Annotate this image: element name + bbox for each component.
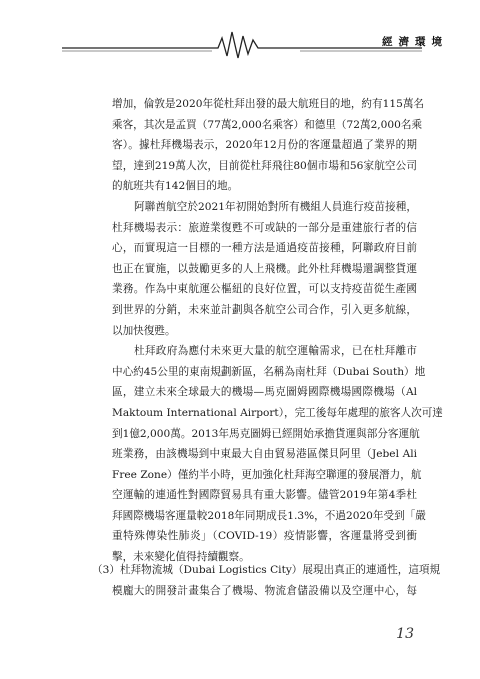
- text-line: 增加，倫敦是2020年從杜拜出發的最大航班目的地，約有115萬名: [112, 98, 425, 110]
- paragraph-2: [112, 197, 417, 341]
- text-line: 拜國際機場客運量較2018年同期成長1.3%，不過2020年受到「嚴: [112, 509, 426, 522]
- text-line: 心，而實現這一目標的一種方法是通過疫苗接種，阿聯政府目前: [112, 242, 417, 255]
- body-text: [112, 94, 443, 568]
- list-item-number: （3）: [92, 564, 120, 576]
- text-line: Free Zone）僅約半小時，更加強化杜拜海空聯運的發展潛力，航: [112, 468, 422, 481]
- text-line: 區，建立未來全球最大的機場—馬克圖姆國際機場國際機場（Al: [112, 386, 417, 399]
- text-line: 班業務，由該機場到中東最大自由貿易港區傑貝阿里（Jebel Ali: [112, 448, 417, 461]
- text-line: 客）。據杜拜機場表示，2020年12月份的客運量超過了業界的期: [112, 139, 417, 152]
- text-line: 重特殊傳染性肺炎」（COVID-19）疫情影響，客運量將受到衝: [112, 530, 417, 543]
- text-line: 也正在實施，以鼓勵更多的人上飛機。此外杜拜機場還調整貨運: [112, 262, 417, 275]
- text-line: 望，達到219萬人次，目前從杜拜飛往80個市場和56家航空公司: [112, 159, 417, 172]
- header-title: 經濟環境: [382, 36, 448, 48]
- list-item-first-line: [92, 560, 441, 581]
- text-line: 業務。作為中東航運公樞紐的良好位置，可以支持疫苗從生產國: [112, 283, 417, 296]
- running-header: [62, 24, 448, 64]
- paragraph-3: [112, 341, 443, 568]
- text-line: 到世界的分銷，未來並計劃與各航空公司合作，引入更多航線，: [112, 303, 417, 316]
- text-line: Maktoum International Airport），完工後每年處理的旅客人次可達: [112, 406, 443, 419]
- text-line: 阿聯酋航空於2021年初開始對所有機組人員進行疫苗接種，: [134, 200, 417, 213]
- text-line: 到1億2,000萬。2013年馬克圖姆已經開始承擔貨運與部分客運航: [112, 427, 420, 440]
- text-line: 擊，未來變化值得持續觀察。: [112, 551, 250, 564]
- text-line: 杜拜物流城（Dubai Logistics City）展現出真正的連通性，這項規: [119, 564, 441, 576]
- text-line: 以加快復甦。: [112, 324, 176, 337]
- page-number: 13: [396, 626, 414, 642]
- paragraph-1: [112, 94, 425, 197]
- text-line: 的航班共有142個目的地。: [112, 180, 239, 193]
- text-line: 杜拜機場表示：旅遊業復甦不可或缺的一部分是重建旅行者的信: [112, 221, 417, 234]
- list-item-3: [92, 560, 441, 601]
- text-line: 模龐大的開發計畫集合了機場、物流倉儲設備以及空運中心，每: [112, 584, 417, 597]
- text-line: 乘客，其次是孟買（77萬2,000名乘客）和德里（72萬2,000名乘: [112, 118, 423, 131]
- text-line: 杜拜政府為應付未來更大量的航空運輸需求，已在杜拜離市: [134, 345, 417, 358]
- text-line: 空運輸的連通性對國際貿易具有重大影響。儘管2019年第4季杜: [112, 489, 417, 502]
- text-line: 中心約45公里的東南規劃新區，名稱為南杜拜（Dubai South）地: [112, 365, 426, 378]
